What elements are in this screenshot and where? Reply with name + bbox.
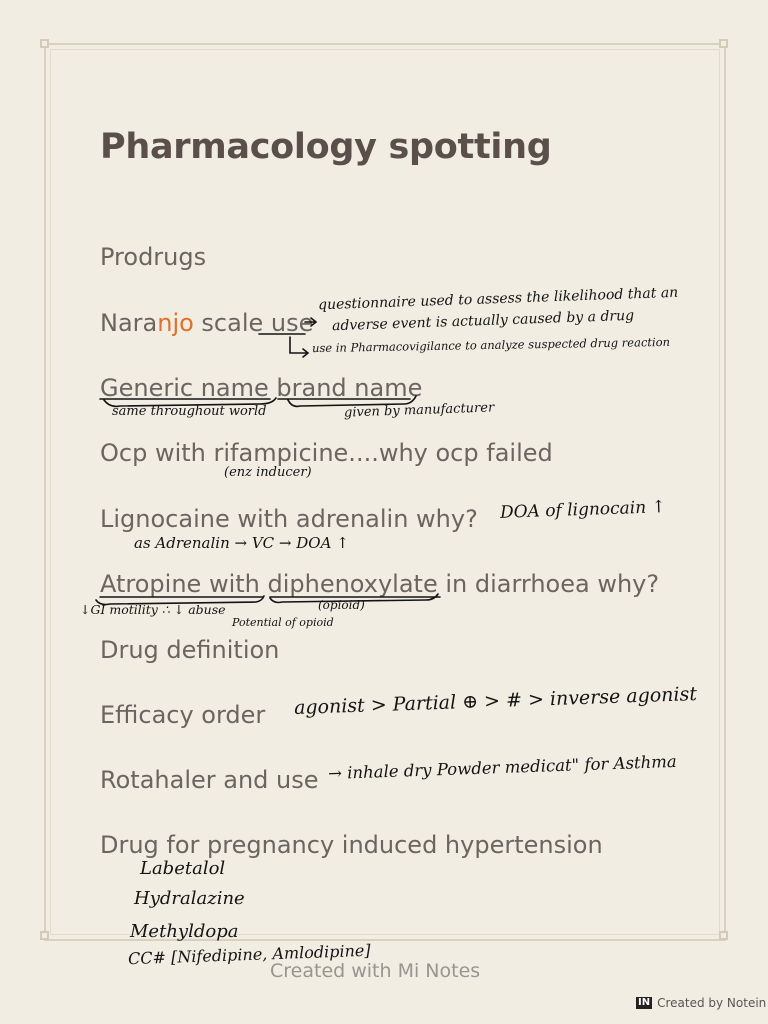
topic-naranjo-highlight: njo <box>157 309 194 337</box>
page-title: Pharmacology spotting <box>100 127 552 167</box>
note-brand: given by manufacturer <box>343 400 495 421</box>
topic-prodrugs: Prodrugs <box>100 243 207 271</box>
topic-naranjo-post: scale use <box>193 309 314 337</box>
note-pih-methyldopa: Methyldopa <box>130 921 239 942</box>
note-atropine-1: ↓GI motility ∴ ↓ abuse <box>80 602 226 617</box>
note-pih-labetalol: Labetalol <box>140 858 226 879</box>
note-naranjo-3: use in Pharmacovigilance to analyze suspected drug reaction <box>311 334 671 356</box>
note-efficacy: agonist > Partial ⊕ > # > inverse agonist <box>293 682 698 720</box>
note-generic: same throughout world <box>112 404 267 419</box>
note-naranjo-1: questionnaire used to assess the likelihood that an <box>317 284 679 314</box>
note-ocp: (enz inducer) <box>224 465 312 480</box>
notein-text: Created by Notein <box>657 996 767 1010</box>
note-ligno-right: DOA of lignocain ↑ <box>499 497 667 523</box>
note-naranjo-2: adverse event is actually caused by a drug <box>331 307 635 335</box>
footer-created-with: Created with Mi Notes <box>270 960 481 982</box>
topic-drug-definition: Drug definition <box>100 636 280 664</box>
topic-naranjo-pre: Nara <box>100 309 158 337</box>
note-diphenoxylate: (opioid) <box>318 598 365 612</box>
notein-watermark <box>636 996 766 1010</box>
note-rotahaler: → inhale dry Powder medicat" for Asthma <box>327 751 678 784</box>
arrow-use-pharmacovigilance <box>290 337 308 357</box>
notein-logo-icon: IN <box>638 997 651 1008</box>
note-atropine-2: Potential of opioid <box>232 616 334 629</box>
topic-efficacy-order: Efficacy order <box>100 701 266 729</box>
topic-lignocaine: Lignocaine with adrenalin why? <box>100 505 478 533</box>
topic-rotahaler: Rotahaler and use <box>100 766 319 794</box>
note-pih-hydralazine: Hydralazine <box>134 888 245 909</box>
topic-generic-brand: Generic name brand name <box>100 374 423 402</box>
topic-pih: Drug for pregnancy induced hypertension <box>100 831 603 859</box>
note-pih-ccb: CC# [Nifedipine, Amlodipine] <box>127 940 371 969</box>
arrow-use-questionnaire <box>305 318 316 326</box>
topic-atropine: Atropine with diphenoxylate in diarrhoea why? <box>100 570 660 598</box>
note-ligno-below: as Adrenalin → VC → DOA ↑ <box>134 534 349 552</box>
topic-ocp-rifampicine: Ocp with rifampicine....why ocp failed <box>100 439 553 467</box>
